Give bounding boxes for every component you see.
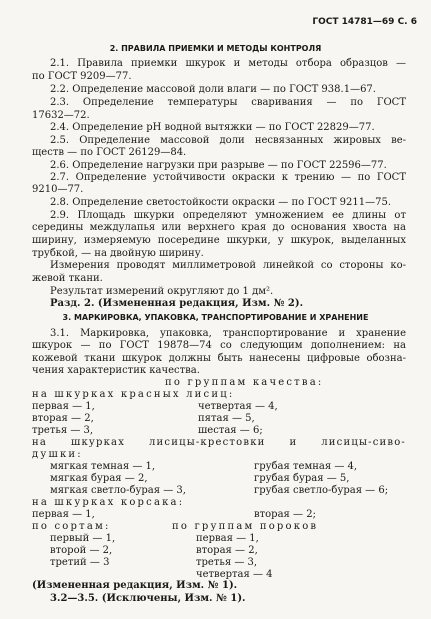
excluded-note: 3.2—3.5. (Исключены, Изм. № 1). [50, 593, 246, 604]
list-item: четвертая — 4 [196, 569, 273, 580]
text-line: 17632—72. [32, 110, 90, 121]
text-line: ществ — по ГОСТ 26129—84. [32, 147, 187, 158]
list-item: шестая — 6; [198, 425, 263, 436]
list-item: пятая — 5, [198, 413, 255, 424]
list-item: грубая бурая — 5, [254, 473, 350, 484]
list-item: первая — 1, [32, 401, 95, 412]
list-item: четвертая — 4, [198, 401, 278, 412]
text-line: 2.6. Определение нагрузки при разрыве — по ГОСТ 22596—77. [50, 160, 387, 171]
red-fox-label: на шкурках красных лисиц: [32, 389, 235, 400]
corsac-label: на шкурках корсака: [32, 497, 185, 508]
revision-note: Разд. 2. (Измененная редакция, Изм. № 2). [50, 298, 304, 309]
cross-fox-label: на шкурках лисицы-крестовки и лисицы-сиво- [32, 437, 406, 448]
list-item: первая — 1, [32, 509, 95, 520]
text-line: жевой ткани. [32, 273, 103, 284]
revision-note: (Измененная редакция, Изм. № 1). [32, 580, 238, 591]
text-line: 9210—77. [32, 184, 84, 195]
text-line: ширину, измеряемую посередине шкурки, у шкурок, выделанных [32, 235, 406, 246]
page-header: ГОСТ 14781—69 С. 6 [312, 17, 417, 27]
cross-fox-label-cont: душки: [32, 449, 83, 460]
list-item: мягкая темная — 1, [50, 461, 156, 472]
text-line: Измерения проводят миллиметровой линейкой со стороны ко- [50, 260, 406, 271]
text-line: 2.2. Определение массовой доли влаги — по ГОСТ 938.1—67. [50, 84, 376, 95]
text-line: 3.1. Маркировка, упаковка, транспортирование и хранение [50, 328, 406, 339]
text-line: кожевой ткани шкурок должны быть нанесены цифровые обозна- [32, 353, 406, 364]
sorts-label: по сортам: [32, 521, 111, 532]
text-line: чения характеристик качества. [32, 365, 200, 376]
text-line: Результат измерений округляют до 1 дм². [50, 286, 274, 297]
text-line: середины междулапья или верхнего края до основания хвоста на [32, 222, 406, 233]
text-line: 2.8. Определение светостойкости окраски — по ГОСТ 9211—75. [50, 197, 392, 208]
list-item: третья — 3, [196, 557, 258, 568]
list-item: первый — 1, [50, 533, 116, 544]
quality-groups-label: по группам качества: [165, 377, 324, 388]
list-item: грубая темная — 4, [254, 461, 358, 472]
defects-label: по группам пороков [172, 521, 319, 532]
list-item: третья — 3, [32, 425, 94, 436]
text-line: 2.7. Определение устойчивости окраски к трению — по ГОСТ [50, 172, 406, 183]
list-item: второй — 2, [50, 545, 113, 556]
text-line: по ГОСТ 9209—77. [32, 71, 132, 82]
list-item: вторая — 2, [196, 545, 258, 556]
text-line: трубкой, — на двойную ширину. [32, 248, 204, 259]
text-line: 2.5. Определение массовой доли несвязанных жировых ве- [50, 135, 406, 146]
section-2-title: 2. ПРАВИЛА ПРИЕМКИ И МЕТОДЫ КОНТРОЛЯ [109, 44, 322, 53]
section-3-title: 3. МАРКИРОВКА, УПАКОВКА, ТРАНСПОРТИРОВАНИЕ И ХРАНЕНИЕ [62, 313, 369, 322]
text-line: 2.1. Правила приемки шкурок и методы отбора образцов — [50, 58, 406, 69]
text-line: 2.9. Площадь шкурки определяют умножением ее длины от [50, 210, 406, 221]
list-item: первая — 1, [196, 533, 259, 544]
list-item: грубая светло-бурая — 6; [254, 485, 389, 496]
list-item: мягкая бурая — 2, [50, 473, 148, 484]
list-item: третий — 3 [50, 557, 110, 568]
list-item: мягкая светло-бурая — 3, [50, 485, 186, 496]
text-line: шкурок — по ГОСТ 19878—74 со следующим дополнением: на [32, 340, 406, 351]
list-item: вторая — 2; [254, 509, 316, 520]
text-line: 2.3. Определение температуры сваривания — по ГОСТ [50, 97, 406, 108]
text-line: 2.4. Определение pH водной вытяжки — по ГОСТ 22829—77. [50, 122, 375, 133]
list-item: вторая — 2, [32, 413, 94, 424]
